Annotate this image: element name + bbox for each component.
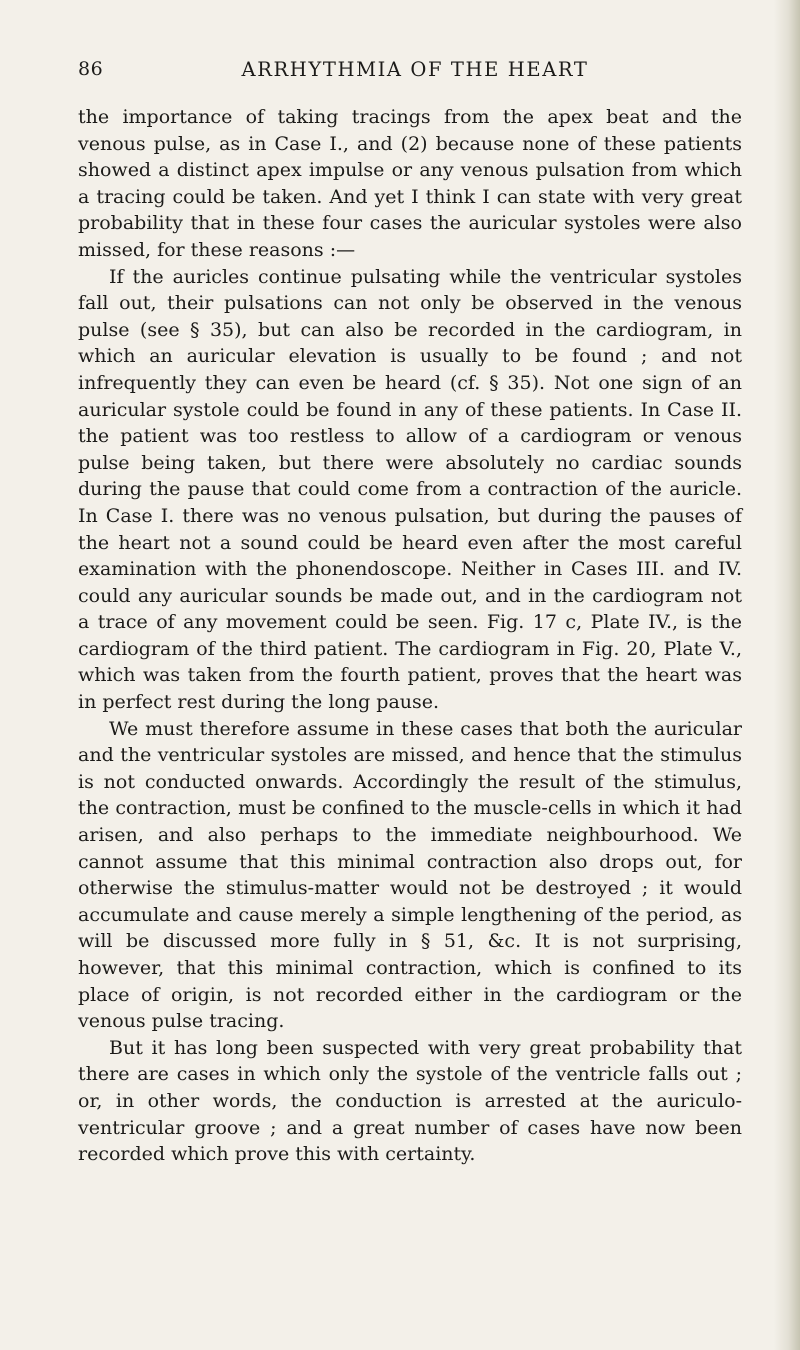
paragraph: But it has long been suspected with very great probability that there are cases in which only the systole of the ventricle falls out ; or, in other words, the conduction is arrested at the auriculo-ventricular groove ; and a great number of cases have now been recorded which prove this with certainty. — [78, 1036, 742, 1166]
paragraph: We must therefore assume in these cases that both the auricular and the ventricular systoles are missed, and hence that the stimulus is not conducted onwards. Accordingly the result of the stimulus, the contraction, must be confined to the muscle-cells in which it had arisen, and also perhaps to the immediate neighbourhood. We cannot assume that this minimal contraction also drops out, for otherwise the stimulus-matter would not be destroyed ; it would accumulate and cause merely a simple lengthening of the period, as will be discussed more fully in § 51, &c. It is not surprising, however, that this minimal contraction, which is confined to its place of origin, is not recorded either in the cardiogram or the venous pulse tracing. — [78, 717, 742, 1033]
paragraph: If the auricles continue pulsating while the ventricular systoles fall out, their pulsations can not only be observed in the venous pulse (see § 35), but can also be recorded in the cardiogram, in which an auricular elevation is usually to be found ; and not infrequently they can even be heard (cf. § 35). Not one sign of an auricular systole could be found in any of these patients. In Case II. the patient was too restless to allow of a cardiogram or venous pulse being taken, but there were absolutely no cardiac sounds during the pause that could come from a contraction of the auricle. In Case I. there was no venous pulsation, but during the pauses of the heart not a sound could be heard even after the most careful examination with the phonendoscope. Neither in Cases III. and IV. could any auricular sounds be made out, and in the cardiogram not a trace of any movement could be seen. Fig. 17 c, Plate IV., is the cardiogram of the third patient. The cardiogram in Fig. 20, Plate V., which was taken from the fourth patient, proves that the heart was in perfect rest during the long pause. — [78, 265, 742, 714]
page-header — [78, 58, 742, 88]
body-text — [78, 104, 742, 1168]
running-title: ARRHYTHMIA OF THE HEART — [241, 58, 589, 81]
page-edge-shadow — [774, 0, 800, 1350]
paragraph-continued: the importance of taking tracings from the apex beat and the venous pulse, as in Case I., and (2) because none of these patients showed a distinct apex impulse or any venous pulsation from which a tracing could be taken. And yet I think I can state with very great probability that in these four cases the auricular systoles were also missed, for these reasons :— — [78, 106, 742, 261]
page-number: 86 — [78, 58, 104, 80]
